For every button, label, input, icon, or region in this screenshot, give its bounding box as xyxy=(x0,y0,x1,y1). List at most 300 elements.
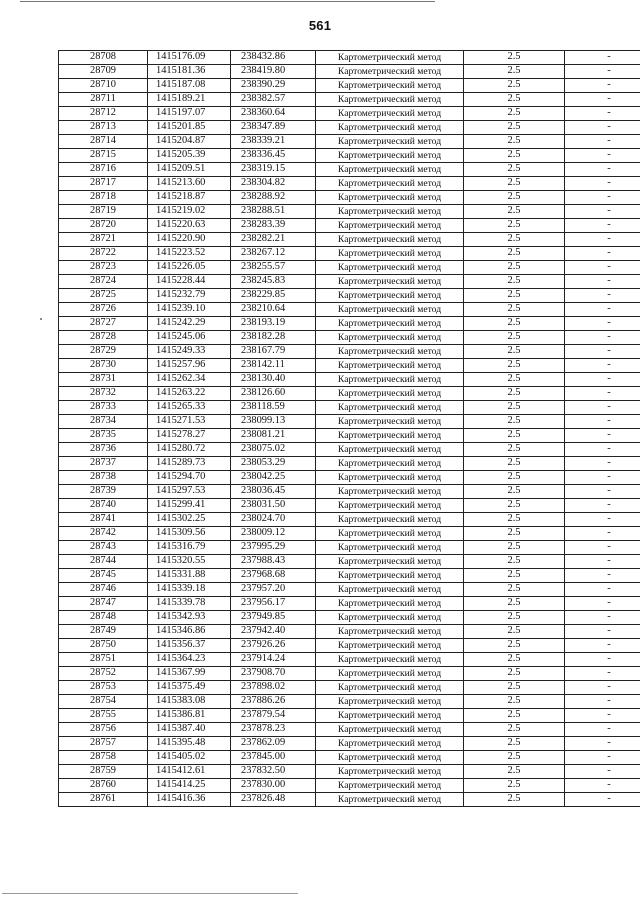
coordinate-y-cell: 237830.00 xyxy=(231,779,316,793)
method-cell: Картометрический метод xyxy=(316,121,464,135)
method-cell: Картометрический метод xyxy=(316,205,464,219)
method-cell: Картометрический метод xyxy=(316,653,464,667)
coordinate-y-cell: 238126.60 xyxy=(231,387,316,401)
point-number-cell: 28743 xyxy=(59,541,148,555)
method-cell: Картометрический метод xyxy=(316,443,464,457)
point-number-cell: 28709 xyxy=(59,65,148,79)
coordinate-x-cell: 1415280.72 xyxy=(148,443,231,457)
coordinate-x-cell: 1415316.79 xyxy=(148,541,231,555)
point-number-cell: 28741 xyxy=(59,513,148,527)
coordinate-x-cell: 1415271.53 xyxy=(148,415,231,429)
description-cell: - xyxy=(565,569,640,583)
coordinate-x-cell: 1415181.36 xyxy=(148,65,231,79)
coordinate-y-cell: 238360.64 xyxy=(231,107,316,121)
accuracy-cell: 2.5 xyxy=(464,597,565,611)
point-number-cell: 28747 xyxy=(59,597,148,611)
coordinate-x-cell: 1415209.51 xyxy=(148,163,231,177)
description-cell: - xyxy=(565,289,640,303)
coordinate-x-cell: 1415176.09 xyxy=(148,51,231,65)
coordinate-x-cell: 1415299.41 xyxy=(148,499,231,513)
table-row xyxy=(59,135,640,149)
accuracy-cell: 2.5 xyxy=(464,107,565,121)
coordinate-x-cell: 1415213.60 xyxy=(148,177,231,191)
coordinate-x-cell: 1415278.27 xyxy=(148,429,231,443)
description-cell: - xyxy=(565,359,640,373)
coordinate-y-cell: 237862.09 xyxy=(231,737,316,751)
table-row xyxy=(59,149,640,163)
method-cell: Картометрический метод xyxy=(316,149,464,163)
accuracy-cell: 2.5 xyxy=(464,695,565,709)
coordinate-x-cell: 1415387.40 xyxy=(148,723,231,737)
point-number-cell: 28719 xyxy=(59,205,148,219)
point-number-cell: 28726 xyxy=(59,303,148,317)
coordinate-y-cell: 237995.29 xyxy=(231,541,316,555)
point-number-cell: 28720 xyxy=(59,219,148,233)
coordinate-y-cell: 238118.59 xyxy=(231,401,316,415)
description-cell: - xyxy=(565,751,640,765)
accuracy-cell: 2.5 xyxy=(464,569,565,583)
accuracy-cell: 2.5 xyxy=(464,737,565,751)
point-number-cell: 28724 xyxy=(59,275,148,289)
table-row xyxy=(59,681,640,695)
table-row xyxy=(59,527,640,541)
point-number-cell: 28761 xyxy=(59,793,148,807)
point-number-cell: 28753 xyxy=(59,681,148,695)
method-cell: Картометрический метод xyxy=(316,79,464,93)
table-row xyxy=(59,205,640,219)
coordinate-x-cell: 1415218.87 xyxy=(148,191,231,205)
coordinate-x-cell: 1415320.55 xyxy=(148,555,231,569)
accuracy-cell: 2.5 xyxy=(464,135,565,149)
coordinate-x-cell: 1415204.87 xyxy=(148,135,231,149)
method-cell: Картометрический метод xyxy=(316,541,464,555)
description-cell: - xyxy=(565,457,640,471)
coordinate-y-cell: 238339.21 xyxy=(231,135,316,149)
point-number-cell: 28751 xyxy=(59,653,148,667)
table-row xyxy=(59,107,640,121)
coordinate-y-cell: 237988.43 xyxy=(231,555,316,569)
coordinate-y-cell: 237968.68 xyxy=(231,569,316,583)
coordinates-table xyxy=(58,50,640,807)
description-cell: - xyxy=(565,233,640,247)
coordinate-x-cell: 1415416.36 xyxy=(148,793,231,807)
coordinate-x-cell: 1415226.05 xyxy=(148,261,231,275)
accuracy-cell: 2.5 xyxy=(464,779,565,793)
accuracy-cell: 2.5 xyxy=(464,723,565,737)
table-row xyxy=(59,261,640,275)
method-cell: Картометрический метод xyxy=(316,415,464,429)
point-number-cell: 28754 xyxy=(59,695,148,709)
accuracy-cell: 2.5 xyxy=(464,289,565,303)
method-cell: Картометрический метод xyxy=(316,359,464,373)
description-cell: - xyxy=(565,541,640,555)
point-number-cell: 28711 xyxy=(59,93,148,107)
table-row xyxy=(59,415,640,429)
point-number-cell: 28759 xyxy=(59,765,148,779)
coordinate-x-cell: 1415383.08 xyxy=(148,695,231,709)
coordinate-x-cell: 1415412.61 xyxy=(148,765,231,779)
accuracy-cell: 2.5 xyxy=(464,303,565,317)
description-cell: - xyxy=(565,191,640,205)
coordinate-x-cell: 1415257.96 xyxy=(148,359,231,373)
coordinate-y-cell: 238382.57 xyxy=(231,93,316,107)
coordinate-y-cell: 237942.40 xyxy=(231,625,316,639)
coordinate-y-cell: 238036.45 xyxy=(231,485,316,499)
coordinate-x-cell: 1415245.06 xyxy=(148,331,231,345)
accuracy-cell: 2.5 xyxy=(464,667,565,681)
accuracy-cell: 2.5 xyxy=(464,681,565,695)
method-cell: Картометрический метод xyxy=(316,135,464,149)
table-row xyxy=(59,289,640,303)
description-cell: - xyxy=(565,51,640,65)
point-number-cell: 28729 xyxy=(59,345,148,359)
accuracy-cell: 2.5 xyxy=(464,359,565,373)
accuracy-cell: 2.5 xyxy=(464,625,565,639)
description-cell: - xyxy=(565,555,640,569)
method-cell: Картометрический метод xyxy=(316,667,464,681)
coordinate-x-cell: 1415220.90 xyxy=(148,233,231,247)
coordinate-y-cell: 238390.29 xyxy=(231,79,316,93)
method-cell: Картометрический метод xyxy=(316,569,464,583)
table-row xyxy=(59,653,640,667)
method-cell: Картометрический метод xyxy=(316,695,464,709)
description-cell: - xyxy=(565,205,640,219)
accuracy-cell: 2.5 xyxy=(464,177,565,191)
point-number-cell: 28715 xyxy=(59,149,148,163)
point-number-cell: 28734 xyxy=(59,415,148,429)
method-cell: Картометрический метод xyxy=(316,387,464,401)
table-row xyxy=(59,121,640,135)
coordinate-y-cell: 238024.70 xyxy=(231,513,316,527)
description-cell: - xyxy=(565,93,640,107)
coordinate-x-cell: 1415297.53 xyxy=(148,485,231,499)
coordinate-x-cell: 1415228.44 xyxy=(148,275,231,289)
point-number-cell: 28738 xyxy=(59,471,148,485)
coordinate-y-cell: 238288.92 xyxy=(231,191,316,205)
coordinate-x-cell: 1415263.22 xyxy=(148,387,231,401)
method-cell: Картометрический метод xyxy=(316,401,464,415)
point-number-cell: 28732 xyxy=(59,387,148,401)
table-row xyxy=(59,793,640,807)
table-row xyxy=(59,387,640,401)
accuracy-cell: 2.5 xyxy=(464,247,565,261)
accuracy-cell: 2.5 xyxy=(464,513,565,527)
method-cell: Картометрический метод xyxy=(316,555,464,569)
accuracy-cell: 2.5 xyxy=(464,555,565,569)
point-number-cell: 28718 xyxy=(59,191,148,205)
accuracy-cell: 2.5 xyxy=(464,765,565,779)
coordinate-y-cell: 238042.25 xyxy=(231,471,316,485)
accuracy-cell: 2.5 xyxy=(464,163,565,177)
coordinate-x-cell: 1415364.23 xyxy=(148,653,231,667)
table-row xyxy=(59,401,640,415)
coordinate-x-cell: 1415309.56 xyxy=(148,527,231,541)
table-row xyxy=(59,429,640,443)
point-number-cell: 28744 xyxy=(59,555,148,569)
method-cell: Картометрический метод xyxy=(316,793,464,807)
description-cell: - xyxy=(565,779,640,793)
description-cell: - xyxy=(565,177,640,191)
table-row xyxy=(59,275,640,289)
coordinate-y-cell: 238167.79 xyxy=(231,345,316,359)
description-cell: - xyxy=(565,219,640,233)
point-number-cell: 28755 xyxy=(59,709,148,723)
coordinate-x-cell: 1415289.73 xyxy=(148,457,231,471)
table-row xyxy=(59,513,640,527)
table-row xyxy=(59,345,640,359)
coordinate-y-cell: 238130.40 xyxy=(231,373,316,387)
method-cell: Картометрический метод xyxy=(316,471,464,485)
coordinate-x-cell: 1415375.49 xyxy=(148,681,231,695)
accuracy-cell: 2.5 xyxy=(464,121,565,135)
coordinate-y-cell: 238304.82 xyxy=(231,177,316,191)
point-number-cell: 28756 xyxy=(59,723,148,737)
accuracy-cell: 2.5 xyxy=(464,191,565,205)
method-cell: Картометрический метод xyxy=(316,779,464,793)
description-cell: - xyxy=(565,135,640,149)
table-row xyxy=(59,765,640,779)
coordinate-x-cell: 1415187.08 xyxy=(148,79,231,93)
accuracy-cell: 2.5 xyxy=(464,415,565,429)
table-row xyxy=(59,331,640,345)
coordinate-y-cell: 237908.70 xyxy=(231,667,316,681)
coordinate-y-cell: 238283.39 xyxy=(231,219,316,233)
point-number-cell: 28750 xyxy=(59,639,148,653)
accuracy-cell: 2.5 xyxy=(464,79,565,93)
point-number-cell: 28712 xyxy=(59,107,148,121)
coordinate-x-cell: 1415342.93 xyxy=(148,611,231,625)
coordinate-y-cell: 238255.57 xyxy=(231,261,316,275)
coordinate-x-cell: 1415356.37 xyxy=(148,639,231,653)
table-row xyxy=(59,373,640,387)
coordinate-x-cell: 1415223.52 xyxy=(148,247,231,261)
coordinate-y-cell: 238099.13 xyxy=(231,415,316,429)
method-cell: Картометрический метод xyxy=(316,499,464,513)
coordinate-x-cell: 1415339.18 xyxy=(148,583,231,597)
coordinate-x-cell: 1415386.81 xyxy=(148,709,231,723)
coordinate-y-cell: 237878.23 xyxy=(231,723,316,737)
method-cell: Картометрический метод xyxy=(316,107,464,121)
coordinate-x-cell: 1415367.99 xyxy=(148,667,231,681)
accuracy-cell: 2.5 xyxy=(464,653,565,667)
point-number-cell: 28735 xyxy=(59,429,148,443)
table-row xyxy=(59,457,640,471)
accuracy-cell: 2.5 xyxy=(464,709,565,723)
coordinate-y-cell: 237832.50 xyxy=(231,765,316,779)
table-row xyxy=(59,219,640,233)
point-number-cell: 28739 xyxy=(59,485,148,499)
point-number-cell: 28727 xyxy=(59,317,148,331)
accuracy-cell: 2.5 xyxy=(464,527,565,541)
method-cell: Картометрический метод xyxy=(316,625,464,639)
coordinate-y-cell: 238142.11 xyxy=(231,359,316,373)
point-number-cell: 28740 xyxy=(59,499,148,513)
coordinate-x-cell: 1415346.86 xyxy=(148,625,231,639)
description-cell: - xyxy=(565,373,640,387)
coordinate-x-cell: 1415197.07 xyxy=(148,107,231,121)
description-cell: - xyxy=(565,499,640,513)
description-cell: - xyxy=(565,597,640,611)
coordinate-x-cell: 1415220.63 xyxy=(148,219,231,233)
accuracy-cell: 2.5 xyxy=(464,373,565,387)
table-row xyxy=(59,177,640,191)
table-row xyxy=(59,779,640,793)
method-cell: Картометрический метод xyxy=(316,219,464,233)
point-number-cell: 28752 xyxy=(59,667,148,681)
method-cell: Картометрический метод xyxy=(316,681,464,695)
coordinate-y-cell: 238075.02 xyxy=(231,443,316,457)
table-row xyxy=(59,317,640,331)
point-number-cell: 28723 xyxy=(59,261,148,275)
table-row xyxy=(59,163,640,177)
table-row xyxy=(59,611,640,625)
description-cell: - xyxy=(565,471,640,485)
table-row xyxy=(59,485,640,499)
method-cell: Картометрический метод xyxy=(316,527,464,541)
description-cell: - xyxy=(565,527,640,541)
description-cell: - xyxy=(565,303,640,317)
point-number-cell: 28757 xyxy=(59,737,148,751)
coordinate-y-cell: 237886.26 xyxy=(231,695,316,709)
description-cell: - xyxy=(565,149,640,163)
coordinate-y-cell: 237956.17 xyxy=(231,597,316,611)
page-number: 561 xyxy=(308,18,332,33)
point-number-cell: 28717 xyxy=(59,177,148,191)
point-number-cell: 28713 xyxy=(59,121,148,135)
description-cell: - xyxy=(565,653,640,667)
point-number-cell: 28714 xyxy=(59,135,148,149)
accuracy-cell: 2.5 xyxy=(464,331,565,345)
description-cell: - xyxy=(565,401,640,415)
description-cell: - xyxy=(565,681,640,695)
point-number-cell: 28708 xyxy=(59,51,148,65)
method-cell: Картометрический метод xyxy=(316,93,464,107)
method-cell: Картометрический метод xyxy=(316,485,464,499)
coordinate-y-cell: 238182.28 xyxy=(231,331,316,345)
table-row xyxy=(59,541,640,555)
table-row xyxy=(59,65,640,79)
description-cell: - xyxy=(565,695,640,709)
table-row xyxy=(59,79,640,93)
coordinate-x-cell: 1415331.88 xyxy=(148,569,231,583)
accuracy-cell: 2.5 xyxy=(464,457,565,471)
description-cell: - xyxy=(565,387,640,401)
scan-artifact xyxy=(40,318,42,320)
accuracy-cell: 2.5 xyxy=(464,275,565,289)
coordinate-x-cell: 1415201.85 xyxy=(148,121,231,135)
description-cell: - xyxy=(565,513,640,527)
coordinate-y-cell: 238031.50 xyxy=(231,499,316,513)
description-cell: - xyxy=(565,625,640,639)
coordinate-y-cell: 238288.51 xyxy=(231,205,316,219)
method-cell: Картометрический метод xyxy=(316,345,464,359)
point-number-cell: 28728 xyxy=(59,331,148,345)
method-cell: Картометрический метод xyxy=(316,709,464,723)
coordinate-y-cell: 238282.21 xyxy=(231,233,316,247)
coordinate-y-cell: 237914.24 xyxy=(231,653,316,667)
point-number-cell: 28760 xyxy=(59,779,148,793)
table-row xyxy=(59,247,640,261)
table-row xyxy=(59,709,640,723)
table-row xyxy=(59,499,640,513)
method-cell: Картометрический метод xyxy=(316,751,464,765)
coordinate-x-cell: 1415265.33 xyxy=(148,401,231,415)
point-number-cell: 28758 xyxy=(59,751,148,765)
description-cell: - xyxy=(565,765,640,779)
table-row xyxy=(59,723,640,737)
method-cell: Картометрический метод xyxy=(316,331,464,345)
method-cell: Картометрический метод xyxy=(316,583,464,597)
coordinate-y-cell: 238419.80 xyxy=(231,65,316,79)
description-cell: - xyxy=(565,121,640,135)
accuracy-cell: 2.5 xyxy=(464,471,565,485)
point-number-cell: 28722 xyxy=(59,247,148,261)
coordinate-x-cell: 1415242.29 xyxy=(148,317,231,331)
point-number-cell: 28737 xyxy=(59,457,148,471)
description-cell: - xyxy=(565,639,640,653)
method-cell: Картометрический метод xyxy=(316,65,464,79)
coordinate-y-cell: 238053.29 xyxy=(231,457,316,471)
coordinate-x-cell: 1415232.79 xyxy=(148,289,231,303)
coordinate-x-cell: 1415339.78 xyxy=(148,597,231,611)
method-cell: Картометрический метод xyxy=(316,639,464,653)
coordinate-x-cell: 1415302.25 xyxy=(148,513,231,527)
coordinate-y-cell: 238210.64 xyxy=(231,303,316,317)
table-row xyxy=(59,667,640,681)
accuracy-cell: 2.5 xyxy=(464,387,565,401)
coordinate-y-cell: 238245.83 xyxy=(231,275,316,289)
description-cell: - xyxy=(565,107,640,121)
method-cell: Картометрический метод xyxy=(316,317,464,331)
description-cell: - xyxy=(565,443,640,457)
method-cell: Картометрический метод xyxy=(316,51,464,65)
description-cell: - xyxy=(565,611,640,625)
description-cell: - xyxy=(565,345,640,359)
description-cell: - xyxy=(565,163,640,177)
description-cell: - xyxy=(565,485,640,499)
coordinate-y-cell: 237879.54 xyxy=(231,709,316,723)
description-cell: - xyxy=(565,667,640,681)
point-number-cell: 28731 xyxy=(59,373,148,387)
coordinate-x-cell: 1415239.10 xyxy=(148,303,231,317)
method-cell: Картометрический метод xyxy=(316,457,464,471)
coordinate-y-cell: 238229.85 xyxy=(231,289,316,303)
method-cell: Картометрический метод xyxy=(316,373,464,387)
coordinate-x-cell: 1415414.25 xyxy=(148,779,231,793)
method-cell: Картометрический метод xyxy=(316,247,464,261)
description-cell: - xyxy=(565,247,640,261)
table-row xyxy=(59,303,640,317)
point-number-cell: 28733 xyxy=(59,401,148,415)
coordinate-y-cell: 238319.15 xyxy=(231,163,316,177)
description-cell: - xyxy=(565,583,640,597)
method-cell: Картометрический метод xyxy=(316,429,464,443)
coordinate-y-cell: 238081.21 xyxy=(231,429,316,443)
coordinate-y-cell: 237957.20 xyxy=(231,583,316,597)
description-cell: - xyxy=(565,79,640,93)
table-row xyxy=(59,233,640,247)
coordinate-x-cell: 1415395.48 xyxy=(148,737,231,751)
method-cell: Картометрический метод xyxy=(316,597,464,611)
description-cell: - xyxy=(565,723,640,737)
accuracy-cell: 2.5 xyxy=(464,443,565,457)
coordinate-x-cell: 1415405.02 xyxy=(148,751,231,765)
coordinate-y-cell: 237949.85 xyxy=(231,611,316,625)
coordinate-y-cell: 237926.26 xyxy=(231,639,316,653)
point-number-cell: 28746 xyxy=(59,583,148,597)
method-cell: Картометрический метод xyxy=(316,163,464,177)
accuracy-cell: 2.5 xyxy=(464,429,565,443)
